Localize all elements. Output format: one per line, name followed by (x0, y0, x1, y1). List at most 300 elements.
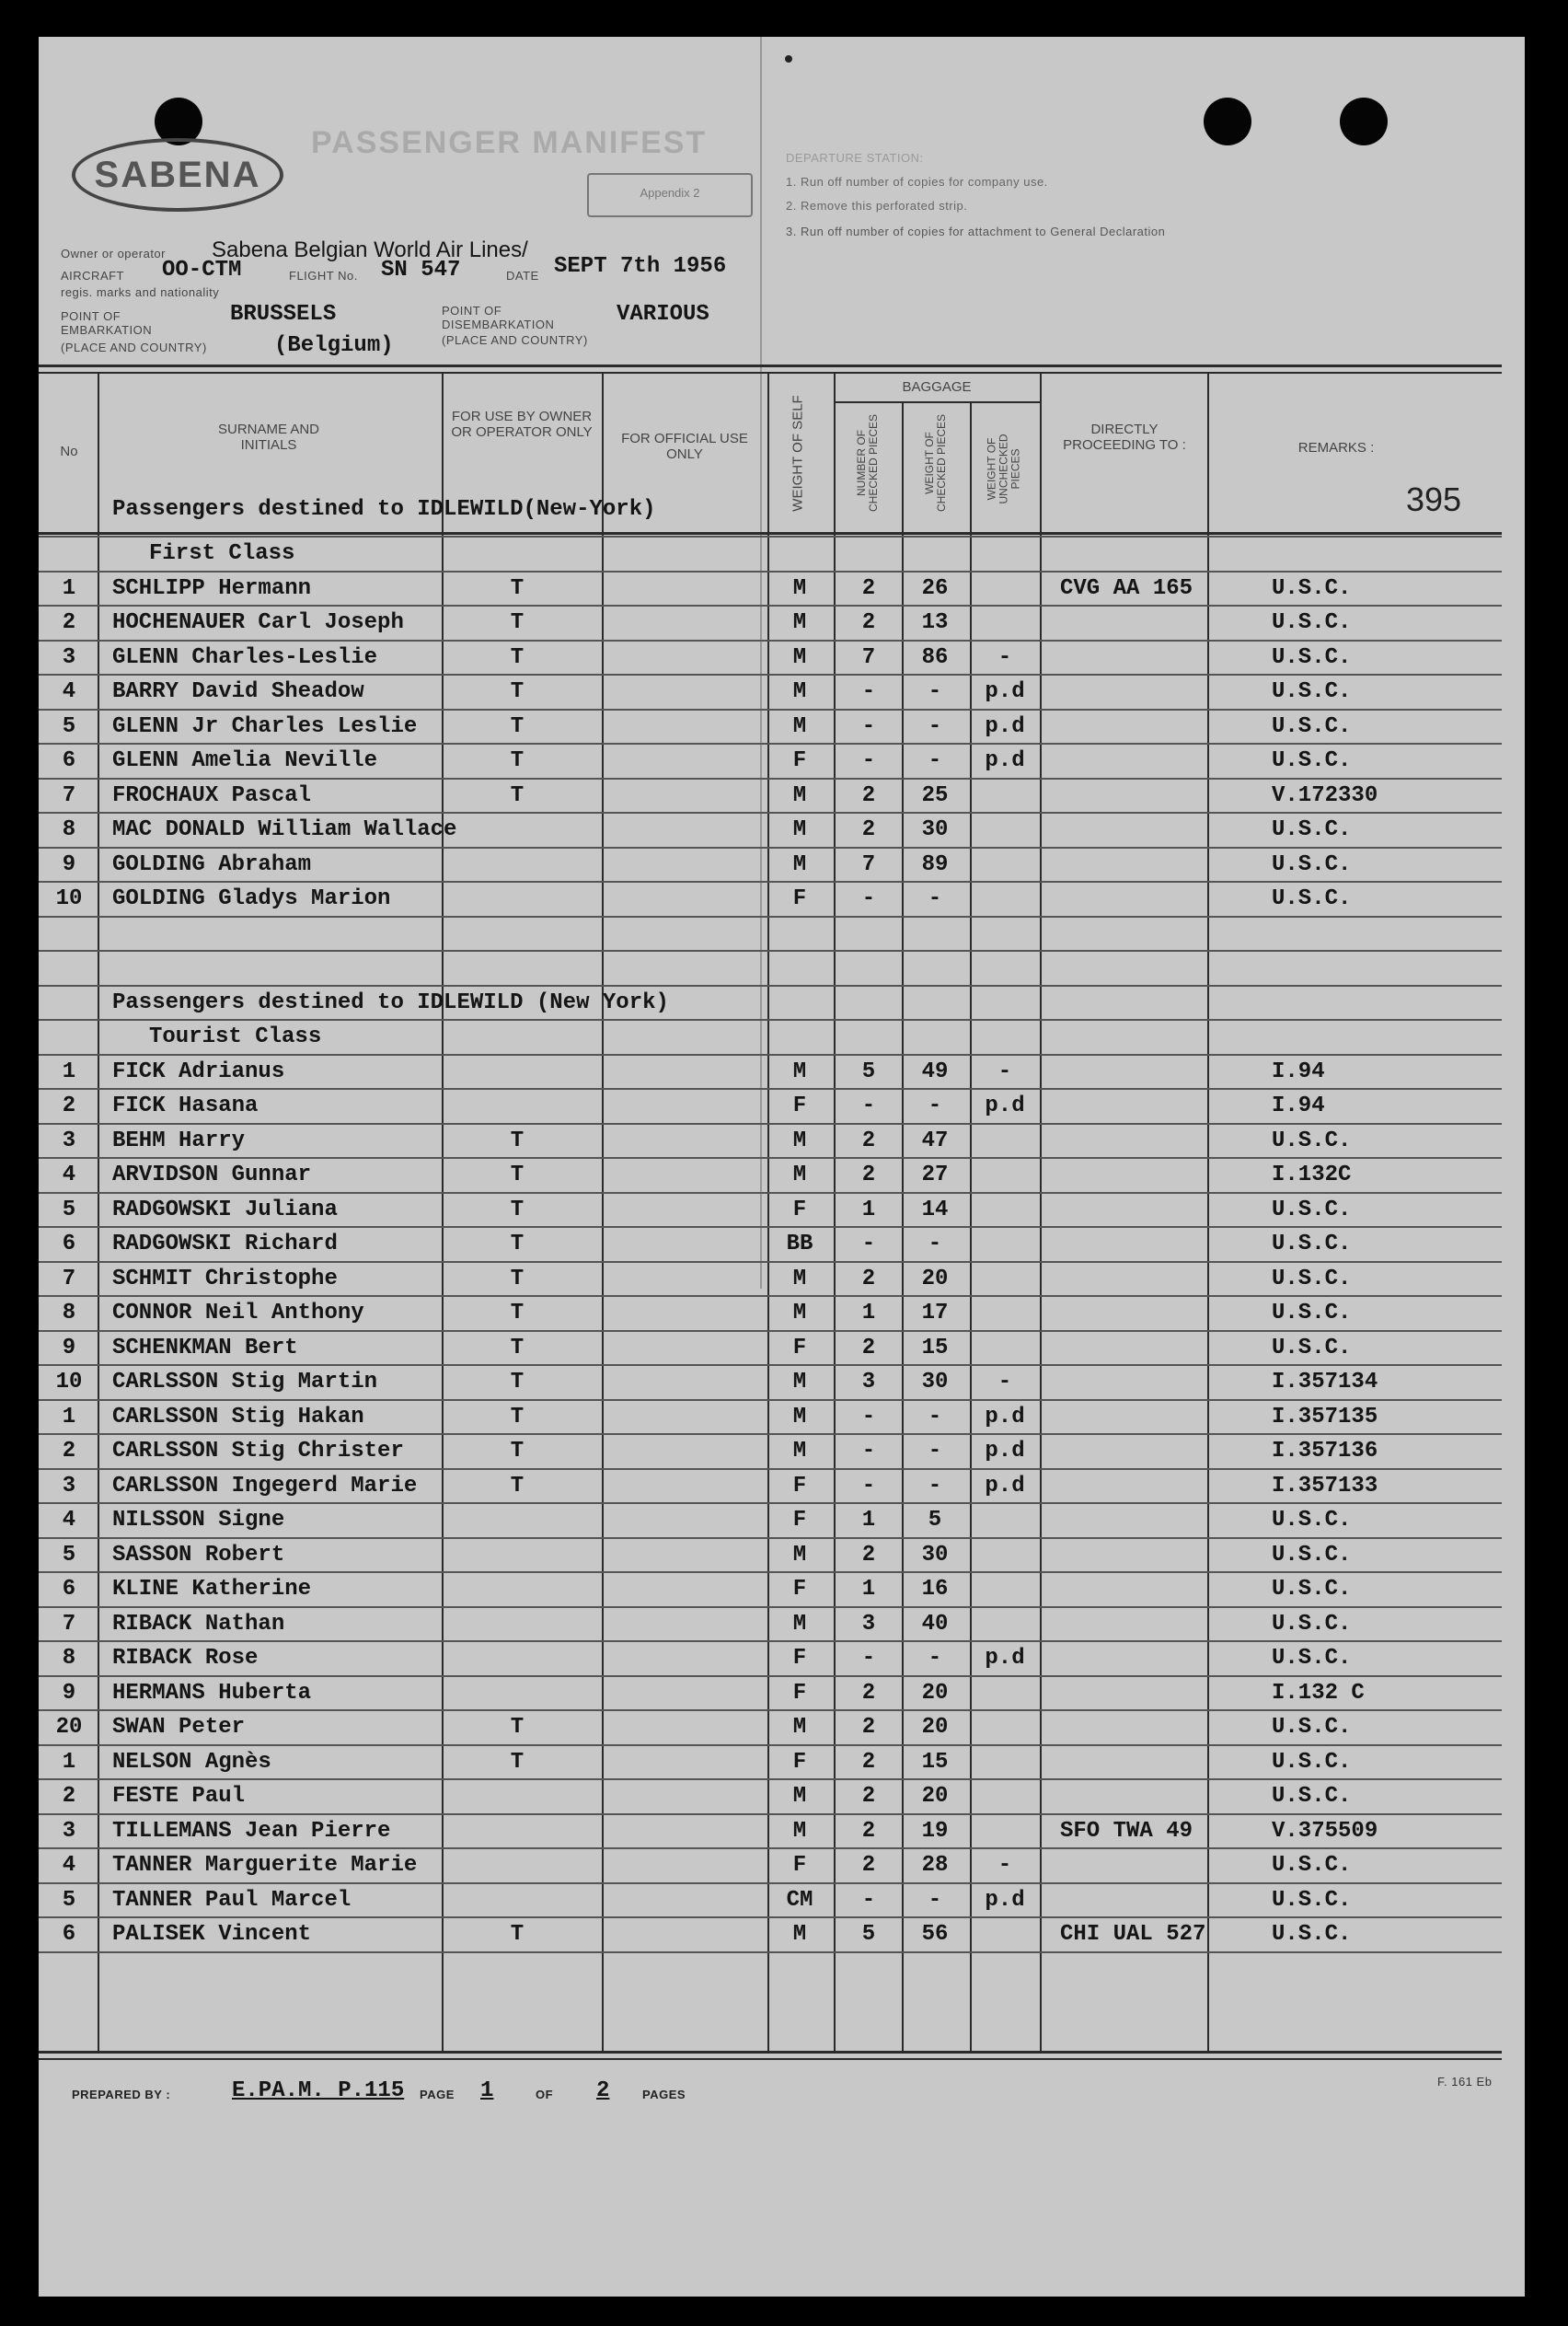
checked-weight: - (928, 1094, 942, 1118)
remarks: U.S.C. (1272, 1853, 1352, 1878)
checked-weight: - (928, 1646, 942, 1671)
checked-pieces: 2 (861, 1163, 876, 1187)
checked-weight: 56 (921, 1922, 949, 1947)
row-number: 4 (62, 1508, 76, 1533)
row-rule (39, 812, 1502, 814)
passenger-name: FICK Hasana (112, 1094, 259, 1118)
owner-mark: T (510, 748, 525, 773)
checked-pieces: 5 (861, 1059, 876, 1084)
checked-pieces: 2 (861, 1853, 876, 1878)
weight-of-self: M (792, 575, 807, 601)
row-rule (39, 1364, 1502, 1366)
checked-pieces: - (861, 1439, 876, 1464)
disembark-sublabel: (PLACE AND COUNTRY) (442, 333, 588, 347)
checked-weight: 5 (928, 1508, 942, 1533)
remarks: I.132 C (1272, 1680, 1365, 1706)
row-rule (39, 1330, 1502, 1332)
remarks: U.S.C. (1272, 610, 1352, 635)
row-number: 1 (62, 575, 76, 601)
remarks: I.357133 (1272, 1473, 1378, 1499)
weight-of-self: M (792, 851, 807, 877)
row-rule (39, 778, 1502, 780)
row-number: 6 (62, 1922, 76, 1947)
checked-pieces: - (861, 713, 876, 739)
checked-pieces: - (861, 1887, 876, 1913)
checked-pieces: - (861, 886, 876, 911)
row-rule (39, 1019, 1502, 1021)
passenger-name: TILLEMANS Jean Pierre (112, 1818, 391, 1844)
weight-of-self: M (792, 1301, 807, 1325)
weight-of-self: F (792, 1749, 807, 1775)
passenger-name: CARLSSON Ingegerd Marie (112, 1473, 418, 1499)
checked-weight: 16 (921, 1577, 949, 1602)
checked-weight: 86 (921, 644, 949, 670)
flight-label: FLIGHT No. (289, 269, 358, 283)
row-rule (39, 1433, 1502, 1435)
owner-mark: T (510, 1335, 525, 1360)
weight-of-self: M (792, 817, 807, 842)
remarks: U.S.C. (1272, 575, 1352, 601)
checked-weight: 17 (921, 1301, 949, 1325)
row-rule (39, 881, 1502, 883)
passenger-name: GLENN Amelia Neville (112, 748, 378, 773)
owner-mark: T (510, 644, 525, 670)
checked-weight: 49 (921, 1059, 949, 1084)
remarks: U.S.C. (1272, 1197, 1352, 1222)
row-number: 2 (62, 610, 76, 635)
checked-pieces: 1 (861, 1301, 876, 1325)
remarks: U.S.C. (1272, 1611, 1352, 1637)
checked-weight: 26 (921, 575, 949, 601)
checked-weight: 14 (921, 1197, 949, 1222)
row-rule (39, 1709, 1502, 1711)
passenger-name: CONNOR Neil Anthony (112, 1301, 364, 1325)
checked-pieces: 3 (861, 1611, 876, 1637)
checked-pieces: - (861, 748, 876, 773)
checked-weight: 20 (921, 1266, 949, 1291)
unchecked-weight: p.d (985, 1439, 1025, 1464)
remarks: U.S.C. (1272, 644, 1352, 670)
unchecked-weight: p.d (985, 1887, 1025, 1913)
row-number: 2 (62, 1439, 76, 1464)
unchecked-weight: - (997, 1370, 1012, 1394)
remarks: U.S.C. (1272, 1542, 1352, 1568)
passenger-name: RIBACK Nathan (112, 1611, 285, 1637)
owner-mark: T (510, 1266, 525, 1291)
weight-of-self: CM (786, 1887, 813, 1913)
row-number: 3 (62, 1818, 76, 1844)
row-number: 7 (62, 1266, 76, 1291)
remarks: V.375509 (1272, 1818, 1378, 1844)
unchecked-weight: p.d (985, 679, 1025, 704)
remarks: U.S.C. (1272, 748, 1352, 773)
date-label: DATE (506, 269, 539, 283)
checked-pieces: - (861, 679, 876, 704)
remarks: U.S.C. (1272, 1715, 1352, 1740)
checked-pieces: - (861, 1646, 876, 1671)
passenger-name: GOLDING Abraham (112, 851, 312, 877)
col-divider (767, 372, 769, 2053)
embark-label: POINT OF EMBARKATION (61, 309, 153, 337)
owner-mark: T (510, 679, 525, 704)
checked-pieces: 2 (861, 1715, 876, 1740)
of-value: 2 (596, 2078, 610, 2103)
section1-heading: Passengers destined to IDLEWILD(New-York) (112, 497, 656, 522)
passenger-name: RIBACK Rose (112, 1646, 259, 1671)
owner-mark: T (510, 1370, 525, 1394)
col-header-owner-use: FOR USE BY OWNER OR OPERATOR ONLY (451, 409, 593, 440)
remarks: U.S.C. (1272, 1577, 1352, 1602)
row-number: 5 (62, 1542, 76, 1568)
passenger-name: KLINE Katherine (112, 1577, 312, 1602)
owner-mark: T (510, 1439, 525, 1464)
perforation-dot (785, 55, 792, 63)
checked-weight: 13 (921, 610, 949, 635)
checked-pieces: 1 (861, 1577, 876, 1602)
remarks: U.S.C. (1272, 679, 1352, 704)
punch-hole-icon (1340, 98, 1388, 145)
col-header-baggage: BAGGAGE (902, 379, 972, 395)
passenger-name: CARLSSON Stig Martin (112, 1370, 378, 1394)
unchecked-weight: p.d (985, 1473, 1025, 1499)
passenger-name: SCHLIPP Hermann (112, 575, 312, 601)
remarks: U.S.C. (1272, 1128, 1352, 1153)
col-header-weight-unchecked: WEIGHT OF UNCHECKED PIECES (985, 434, 1022, 504)
checked-weight: 30 (921, 1370, 949, 1394)
weight-of-self: BB (786, 1232, 813, 1256)
passenger-name: RADGOWSKI Juliana (112, 1197, 338, 1222)
aircraft-sublabel: regis. marks and nationality (61, 285, 220, 299)
weight-of-self: M (792, 1163, 807, 1187)
directly-proceeding: SFO TWA 49 (1060, 1818, 1193, 1844)
row-rule (39, 916, 1502, 918)
checked-weight: 19 (921, 1818, 949, 1844)
prepared-value: E.PA.M. P.115 (232, 2078, 405, 2103)
owner-mark: T (510, 1749, 525, 1775)
logo-text: SABENA (94, 154, 261, 195)
passenger-name: SCHENKMAN Bert (112, 1335, 298, 1360)
weight-of-self: F (792, 1335, 807, 1360)
col-divider (602, 372, 604, 2053)
checked-pieces: 1 (861, 1508, 876, 1533)
checked-weight: - (928, 748, 942, 773)
checked-weight: 15 (921, 1749, 949, 1775)
passenger-name: CARLSSON Stig Hakan (112, 1404, 364, 1429)
checked-pieces: - (861, 1094, 876, 1118)
appendix-stamp (587, 173, 753, 217)
embark-country: (Belgium) (274, 333, 394, 358)
row-number: 8 (62, 1301, 76, 1325)
row-number: 3 (62, 1128, 76, 1153)
checked-weight: 47 (921, 1128, 949, 1153)
passenger-name: GOLDING Gladys Marion (112, 886, 391, 911)
unchecked-weight: - (997, 1059, 1012, 1084)
unchecked-weight: - (997, 644, 1012, 670)
aircraft-label: AIRCRAFT (61, 269, 124, 283)
perforation-line (760, 37, 762, 1289)
row-rule (39, 1537, 1502, 1539)
checked-weight: 30 (921, 1542, 949, 1568)
header-bottom-rule (39, 532, 1502, 535)
row-number: 6 (62, 1232, 76, 1256)
row-rule (39, 1468, 1502, 1470)
date-value: SEPT 7th 1956 (554, 254, 727, 279)
passenger-name: HOCHENAUER Carl Joseph (112, 610, 404, 635)
unchecked-weight: p.d (985, 1404, 1025, 1429)
checked-pieces: 2 (861, 1680, 876, 1706)
col-divider (1040, 372, 1042, 2053)
passenger-name: SCHMIT Christophe (112, 1266, 338, 1291)
weight-of-self: M (792, 679, 807, 704)
owner-mark: T (510, 1128, 525, 1153)
row-number: 8 (62, 1646, 76, 1671)
page-label: PAGE (420, 2088, 455, 2101)
checked-pieces: 2 (861, 1128, 876, 1153)
unchecked-weight: p.d (985, 1094, 1025, 1118)
weight-of-self: F (792, 1473, 807, 1499)
weight-of-self: M (792, 644, 807, 670)
remarks: V.172330 (1272, 782, 1378, 808)
col-header-remarks: REMARKS : (1297, 440, 1375, 456)
row-rule (39, 1847, 1502, 1849)
sabena-logo (72, 138, 283, 212)
row-rule (39, 1157, 1502, 1159)
table-bottom-rule (39, 2058, 1502, 2060)
row-rule (39, 1054, 1502, 1056)
unchecked-weight: - (997, 1853, 1012, 1878)
row-rule (39, 674, 1502, 676)
owner-mark: T (510, 575, 525, 601)
weight-of-self: F (792, 1646, 807, 1671)
row-number: 4 (62, 1163, 76, 1187)
remarks: U.S.C. (1272, 1749, 1352, 1775)
weight-of-self: F (792, 1853, 807, 1878)
weight-of-self: M (792, 1370, 807, 1394)
checked-weight: 27 (921, 1163, 949, 1187)
row-rule (39, 743, 1502, 745)
weight-of-self: M (792, 1128, 807, 1153)
passenger-name: FROCHAUX Pascal (112, 782, 312, 808)
embark-value: BRUSSELS (230, 302, 337, 327)
owner-mark: T (510, 1404, 525, 1429)
row-number: 2 (62, 1094, 76, 1118)
remarks: I.132C (1272, 1163, 1352, 1187)
row-number: 1 (62, 1404, 76, 1429)
row-number: 5 (62, 1197, 76, 1222)
weight-of-self: M (792, 1715, 807, 1740)
checked-weight: 28 (921, 1853, 949, 1878)
checked-weight: 40 (921, 1611, 949, 1637)
passenger-name: GLENN Jr Charles Leslie (112, 713, 418, 739)
remarks: I.357135 (1272, 1404, 1378, 1429)
prepared-label: PREPARED BY : (72, 2088, 171, 2101)
form-code: F. 161 Eb (1437, 2075, 1493, 2089)
page-value: 1 (480, 2078, 494, 2103)
passenger-name: RADGOWSKI Richard (112, 1232, 338, 1256)
checked-pieces: 2 (861, 610, 876, 635)
row-rule (39, 1261, 1502, 1263)
checked-weight: 20 (921, 1784, 949, 1809)
owner-label: Owner or operator (61, 247, 166, 260)
checked-weight: 25 (921, 782, 949, 808)
row-rule (39, 1088, 1502, 1090)
row-number: 20 (55, 1715, 83, 1740)
row-rule (39, 1123, 1502, 1125)
instruction-line: 3. Run off number of copies for attachment to General Declaration (786, 225, 1166, 238)
punch-hole-icon (1204, 98, 1251, 145)
weight-of-self: M (792, 1818, 807, 1844)
row-number: 1 (62, 1749, 76, 1775)
passenger-name: PALISEK Vincent (112, 1922, 312, 1947)
weight-of-self: F (792, 1680, 807, 1706)
checked-weight: - (928, 1473, 942, 1499)
checked-pieces: 5 (861, 1922, 876, 1947)
weight-of-self: M (792, 1542, 807, 1568)
remarks: U.S.C. (1272, 1887, 1352, 1913)
row-number: 3 (62, 1473, 76, 1499)
checked-pieces: 2 (861, 575, 876, 601)
checked-weight: - (928, 1404, 942, 1429)
checked-weight: 20 (921, 1680, 949, 1706)
checked-pieces: 2 (861, 1818, 876, 1844)
remarks: I.357136 (1272, 1439, 1378, 1464)
owner-mark: T (510, 1301, 525, 1325)
passenger-name: BEHM Harry (112, 1128, 246, 1153)
remarks: U.S.C. (1272, 1646, 1352, 1671)
checked-pieces: - (861, 1232, 876, 1256)
aircraft-value: OO-CTM (162, 258, 242, 283)
checked-weight: 15 (921, 1335, 949, 1360)
owner-mark: T (510, 1197, 525, 1222)
col-header-weight-self: WEIGHT OF SELF (790, 395, 806, 512)
weight-of-self: M (792, 1266, 807, 1291)
checked-weight: - (928, 679, 942, 704)
row-number: 9 (62, 1335, 76, 1360)
passenger-name: TANNER Marguerite Marie (112, 1853, 418, 1878)
weight-of-self: F (792, 1508, 807, 1533)
row-number: 9 (62, 851, 76, 877)
owner-mark: T (510, 782, 525, 808)
weight-of-self: M (792, 782, 807, 808)
owner-mark: T (510, 1715, 525, 1740)
weight-of-self: M (792, 1784, 807, 1809)
passenger-name: HERMANS Huberta (112, 1680, 312, 1706)
checked-weight: 20 (921, 1715, 949, 1740)
checked-weight: - (928, 1887, 942, 1913)
passenger-name: FICK Adrianus (112, 1059, 285, 1084)
weight-of-self: F (792, 748, 807, 773)
weight-of-self: M (792, 1439, 807, 1464)
weight-of-self: F (792, 1197, 807, 1222)
pages-label: PAGES (642, 2088, 686, 2101)
col-divider (834, 372, 836, 2053)
remarks: U.S.C. (1272, 1266, 1352, 1291)
row-rule (39, 1502, 1502, 1504)
weight-of-self: M (792, 1059, 807, 1084)
weight-of-self: F (792, 1577, 807, 1602)
col-divider (1207, 372, 1209, 2053)
col-header-directly: DIRECTLY PROCEEDING TO : (1063, 422, 1186, 453)
checked-weight: 89 (921, 851, 949, 877)
weight-of-self: F (792, 886, 807, 911)
row-rule (39, 1778, 1502, 1780)
instruction-line: 1. Run off number of copies for company use. (786, 175, 1048, 189)
embark-sublabel: (PLACE AND COUNTRY) (61, 341, 207, 354)
row-rule (39, 1744, 1502, 1746)
form-title: PASSENGER MANIFEST (311, 125, 708, 160)
class-label: First Class (149, 541, 295, 566)
checked-pieces: - (861, 1404, 876, 1429)
row-number: 10 (55, 1370, 83, 1394)
row-rule (39, 1226, 1502, 1228)
remarks: U.S.C. (1272, 1335, 1352, 1360)
passenger-name: ARVIDSON Gunnar (112, 1163, 312, 1187)
passenger-name: GLENN Charles-Leslie (112, 644, 378, 670)
remarks: U.S.C. (1272, 1784, 1352, 1809)
passenger-name: CARLSSON Stig Christer (112, 1439, 404, 1464)
owner-value: Sabena Belgian World Air Lines/ (212, 237, 528, 262)
row-rule (39, 1882, 1502, 1884)
checked-pieces: 2 (861, 1335, 876, 1360)
owner-mark: T (510, 713, 525, 739)
class-label: Tourist Class (149, 1024, 322, 1049)
instruction-line: DEPARTURE STATION: (786, 151, 924, 165)
row-rule (39, 709, 1502, 711)
weight-of-self: M (792, 1404, 807, 1429)
checked-weight: - (928, 1439, 942, 1464)
row-number: 10 (55, 886, 83, 911)
checked-pieces: 2 (861, 1749, 876, 1775)
passenger-name: BARRY David Sheadow (112, 679, 364, 704)
owner-mark: T (510, 1473, 525, 1499)
row-rule (39, 950, 1502, 952)
checked-pieces: 2 (861, 782, 876, 808)
unchecked-weight: p.d (985, 713, 1025, 739)
checked-pieces: 3 (861, 1370, 876, 1394)
row-rule (39, 1813, 1502, 1815)
row-rule (39, 1571, 1502, 1573)
weight-of-self: M (792, 713, 807, 739)
owner-mark: T (510, 1922, 525, 1947)
table-top-rule (39, 365, 1502, 367)
remarks: U.S.C. (1272, 1232, 1352, 1256)
remarks: I.94 (1272, 1094, 1325, 1118)
row-rule (39, 1399, 1502, 1401)
passenger-name: FESTE Paul (112, 1784, 246, 1809)
row-rule (39, 640, 1502, 642)
instruction-line: 2. Remove this perforated strip. (786, 199, 968, 213)
col-header-num-checked: NUMBER OF CHECKED PIECES (855, 413, 880, 513)
row-rule (39, 1640, 1502, 1642)
checked-pieces: - (861, 1473, 876, 1499)
directly-proceeding: CHI UAL 527 (1060, 1922, 1206, 1947)
row-number: 5 (62, 1887, 76, 1913)
flight-value: SN 547 (381, 258, 461, 283)
passenger-name: SWAN Peter (112, 1715, 246, 1740)
manifest-sheet (39, 37, 1525, 2297)
checked-pieces: 7 (861, 851, 876, 877)
weight-of-self: M (792, 1611, 807, 1637)
row-number: 2 (62, 1784, 76, 1809)
table-top-rule (39, 372, 1502, 374)
directly-proceeding: CVG AA 165 (1060, 575, 1193, 601)
row-number: 4 (62, 1853, 76, 1878)
col-divider (98, 372, 99, 2053)
col-header-weight-checked: WEIGHT OF CHECKED PIECES (923, 413, 948, 513)
row-rule (39, 1192, 1502, 1194)
weight-of-self: M (792, 1922, 807, 1947)
row-rule (39, 1675, 1502, 1677)
